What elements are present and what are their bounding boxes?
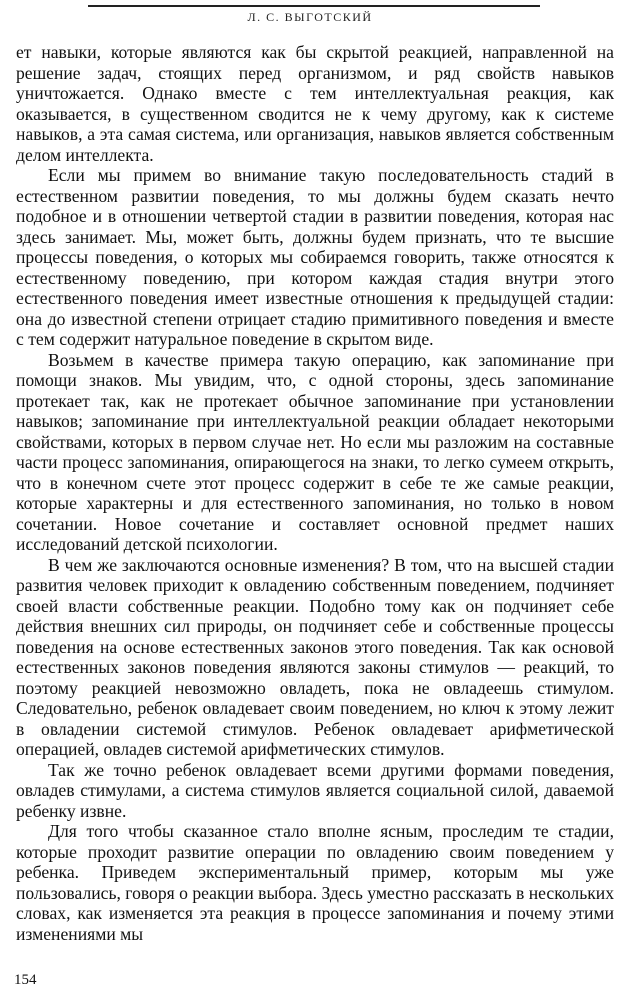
- body-text: [16, 42, 614, 944]
- paragraph-2: Если мы примем во внимание такую последовательность стадий в естественном развитии поведения, то мы должны будем сказать нечто подобное и в отношении четвертой стадии в развитии поведения, которая нас здесь занимает. Мы, может быть, должны будем признать, что те высшие процессы поведения, о которых мы собираемся говорить, также относятся к естественному поведению, при котором каждая стадия внутри этого естественного поведения имеет известные отношения к предыдущей стадии: она до известной степени отрицает стадию примитивного поведения и вместе с тем содержит натуральное поведение в скрытом виде.: [16, 165, 614, 349]
- paragraph-4: В чем же заключаются основные изменения? В том, что на высшей стадии развития человек приходит к овладению собственным поведением, подчиняет своей власти собственные реакции. Подобно тому как он подчиняет себе действия внешних сил природы, он подчиняет себе и собственные процессы поведения на основе естественных законов этого поведения. Так как основой естественных законов поведения являются законы стимулов — реакций, то поэтому реакцией невозможно овладеть, пока не овладеешь стимулом. Следовательно, ребенок овладевает своим поведением, но ключ к этому лежит в овладении системой стимулов. Ребенок овладевает арифметической операцией, овладев системой арифметических стимулов.: [16, 554, 614, 759]
- page-number: 154: [14, 972, 37, 988]
- paragraph-1: ет навыки, которые являются как бы скрытой реакцией, направленной на решение задач, стоящих перед организмом, и ряд свойств навыков уничтожается. Однако вместе с тем интеллектуальная реакция, как оказывается, в существенном сводится не к чему другому, как к системе навыков, а эта самая система, или организация, навыков является собственным делом интеллекта.: [16, 42, 614, 165]
- header-rule: [88, 5, 540, 7]
- running-head: Л. С. ВЫГОТСКИЙ: [247, 10, 373, 24]
- paragraph-3: Возьмем в качестве примера такую операцию, как запоминание при помощи знаков. Мы увидим, что, с одной стороны, здесь запоминание протекает так, как не протекает обычное запоминание при установлении навыков; запоминание при интеллектуальной реакции обладает некоторыми свойствами, которых в первом случае нет. Но если мы разложим на составные части процесс запоминания, опирающегося на знаки, то легко сумеем открыть, что в конечном счете этот процесс содержит в себе те же самые реакции, которые характерны и для естественного запоминания, но только в новом сочетании. Новое сочетание и составляет основной предмет наших исследований детской психологии.: [16, 349, 614, 554]
- paragraph-6: Для того чтобы сказанное стало вполне ясным, проследим те стадии, которые проходит развитие операции по овладению своим поведением у ребенка. Приведем экспериментальный пример, которым мы уже пользовались, говоря о реакции выбора. Здесь уместно рассказать в нескольких словах, как изменяется эта реакция в процессе запоминания и почему этими изменениями мы: [16, 821, 614, 944]
- paragraph-5: Так же точно ребенок овладевает всеми другими формами поведения, овладев стимулами, а система стимулов является социальной силой, даваемой ребенку извне.: [16, 759, 614, 821]
